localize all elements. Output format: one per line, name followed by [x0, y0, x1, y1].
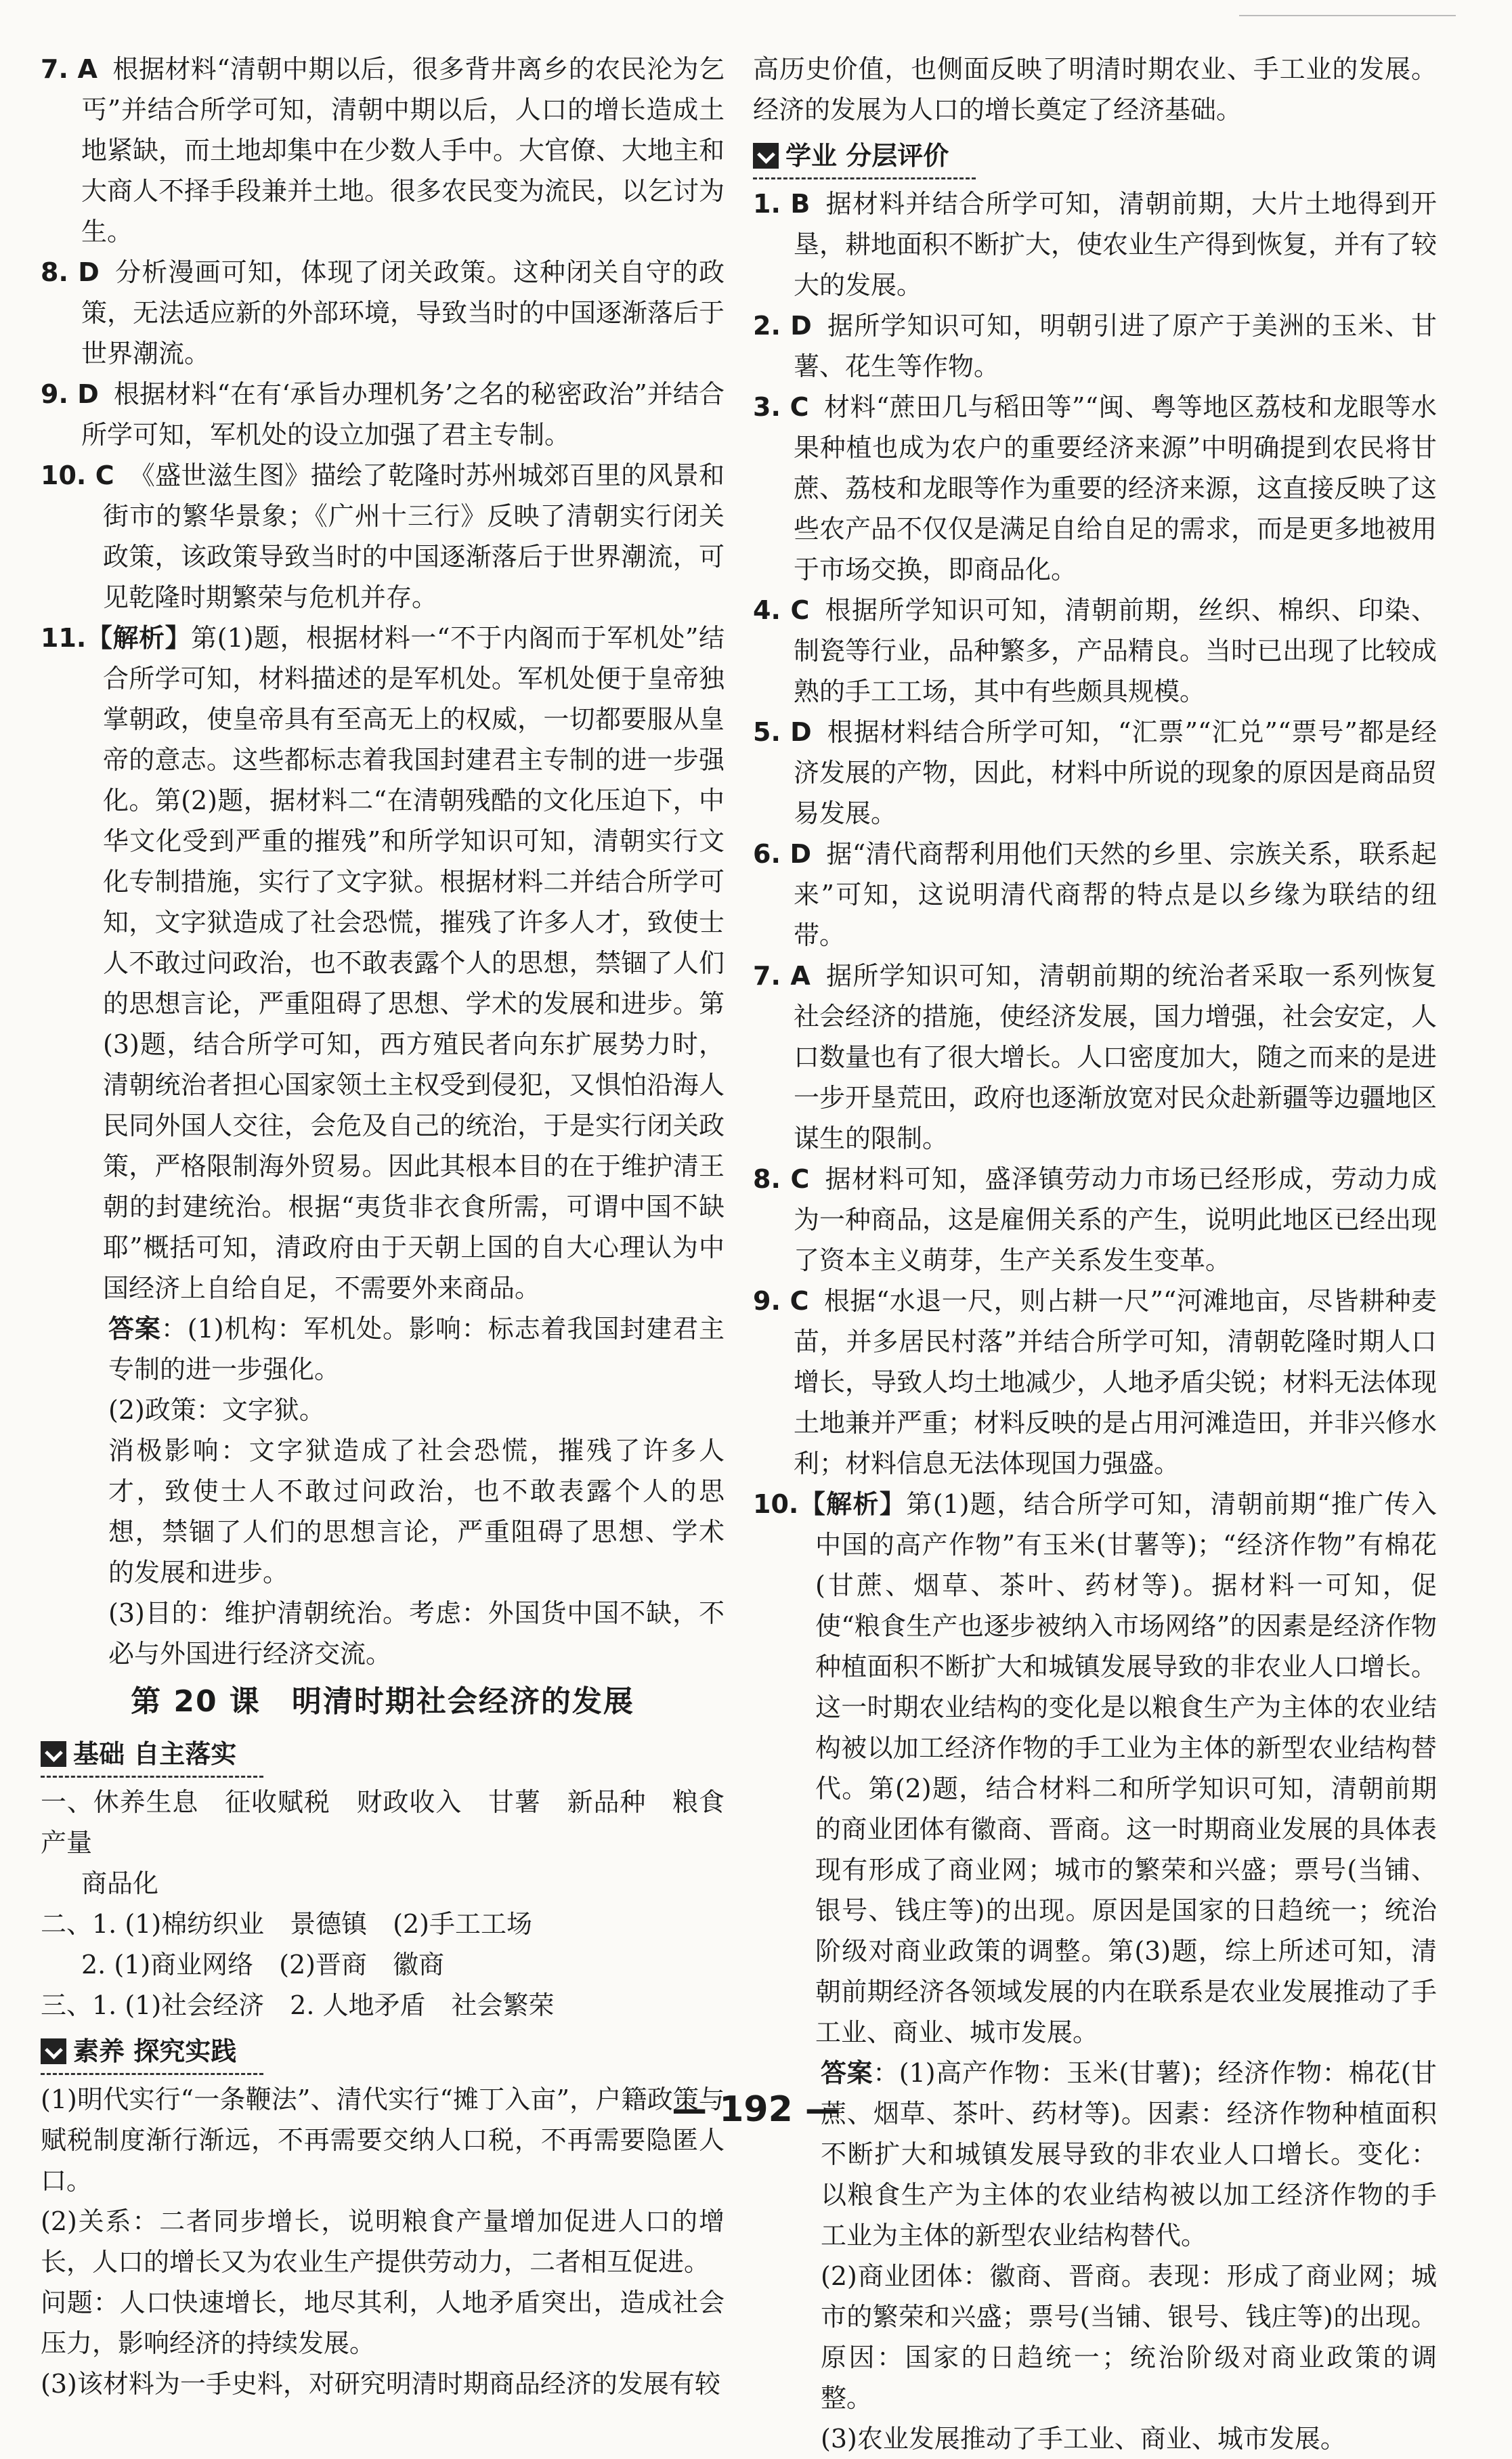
answer-text: (3)目的：维护清朝统治。考虑：外国货中国不缺，不必与外国进行经济交流。 [108, 1598, 725, 1669]
arrow-icon [41, 1741, 66, 1767]
arrow-icon [41, 2038, 66, 2064]
arrow-icon [753, 143, 779, 169]
answer-text: (3)农业发展推动了手工业、商业、城市发展。 [821, 2424, 1346, 2454]
fill-line: 商品化 [81, 1868, 159, 1898]
answer-text: 答案：(1)高产作物：玉米(甘薯)；经济作物：棉花(甘蔗、烟草、茶叶、药材等)。因素：经济作物种植面积不断扩大和城镇发展导致的非农业人口增长。变化：以粮食生产为主体的农业结构被以加工经济作物的手工业为主体的新型农业结构替代。 [821, 2057, 1437, 2250]
continued-text: 高历史价值，也侧面反映了明清时期农业、手工业的发展。经济的发展为人口的增长奠定了经济基础。 [753, 54, 1437, 125]
page-number: — 192 — [672, 2089, 840, 2130]
analysis-item: 10.【解析】第(1)题，结合所学可知，清朝前期“推广传入中国的高产作物”有玉米(甘薯等)；“经济作物”有棉花(甘蔗、烟草、茶叶、药材等)。据材料一可知，促使“粮食生产也逐步被纳入市场网络”的因素是经济作物种植面积不断扩大和城镇发展导致的非农业人口增长。这一时期农业结构的变化是以粮食生产为主体的农业结构被以加工经济作物的手工业为主体的新型农业结构替代。第(2)题，结合材料二和所学知识可知，清朝前期的商业团体有徽商、晋商。这一时期商业发展的具体表现有形成了商业网；城市的繁荣和兴盛；票号(当铺、银号、钱庄等)的出现。原因是国家的日趋统一；统治阶级对商业政策的调整。第(3)题，综上所述可知，清朝前期经济各领域发展的内在联系是农业发展推动了手工业、商业、城市发展。 [753, 1489, 1437, 2047]
header-rule [1239, 15, 1456, 20]
answer-item: 9. D 根据材料“在有‘承旨办理机务’之名的秘密政治”并结合所学可知，军机处的设立加强了君主专制。 [41, 379, 725, 450]
answer-item: 4. C 根据所学知识可知，清朝前期，丝织、棉织、印染、制瓷等行业，品种繁多，产品精良。当时已出现了比较成熟的手工工场，其中有些颇具规模。 [753, 595, 1438, 706]
fill-line: 二、1. (1)棉纺织业 景德镇 (2)手工工场 [41, 1909, 532, 1939]
left-column [41, 49, 725, 2404]
answer-item: 8. D 分析漫画可知，体现了闭关政策。这种闭关自守的政策，无法适应新的外部环境，导致当时的中国逐渐落后于世界潮流。 [41, 257, 725, 368]
section-header-xueye: 学业 分层评价 [753, 137, 976, 179]
answer-text: (2)政策：文字狱。 [108, 1395, 325, 1425]
practice-text: 问题：人口快速增长，地尽其利，人地矛盾突出，造成社会压力，影响经济的持续发展。 [41, 2288, 725, 2358]
practice-text: (1)明代实行“一条鞭法”、清代实行“摊丁入亩”，户籍政策与赋税制度渐行渐远，不再需要交纳人口税，不再需要隐匿人口。 [41, 2084, 725, 2196]
section-header-suyang: 素养 探究实践 [41, 2032, 263, 2075]
answer-item: 3. C 材料“蔗田几与稻田等”“闽、粤等地区荔枝和龙眼等水果种植也成为农户的重要经济来源”中明确提到农民将甘蔗、荔枝和龙眼等作为重要的经济来源，这直接反映了这些农产品不仅仅是满足自给自足的需求，而是更多地被用于市场交换，即商品化。 [753, 392, 1438, 584]
answer-item: 7. A 根据材料“清朝中期以后，很多背井离乡的农民沦为乞丐”并结合所学可知，清朝中期以后，人口的增长造成土地紧缺，而土地却集中在少数人手中。大官僚、大地主和大商人不择手段兼并土地。很多农民变为流民，以乞讨为生。 [41, 54, 725, 247]
fill-line: 一、休养生息 征收赋税 财政收入 甘薯 新品种 粮食产量 [41, 1787, 725, 1858]
fill-line: 三、1. (1)社会经济 2. 人地矛盾 社会繁荣 [41, 1990, 555, 2020]
answer-item: 7. A 据所学知识可知，清朝前期的统治者采取一系列恢复社会经济的措施，使经济发展，国力增强，社会安定，人口数量也有了很大增长。人口密度加大，随之而来的是进一步开垦荒田，政府也逐渐放宽对民众赴新疆等边疆地区谋生的限制。 [753, 961, 1438, 1153]
analysis-item: 11.【解析】第(1)题，根据材料一“不于内阁而于军机处”结合所学可知，材料描述的是军机处。军机处便于皇帝独掌朝政，使皇帝具有至高无上的权威，一切都要服从皇帝的意志。这些都标志着我国封建君主专制的进一步强化。第(2)题，据材料二“在清朝残酷的文化压迫下，中华文化受到严重的摧残”和所学知识可知，清朝实行文化专制措施，实行了文字狱。根据材料二并结合所学可知，文字狱造成了社会恐慌，摧残了许多人才，致使士人不敢过问政治，也不敢表露个人的思想，禁锢了人们的思想言论，严重阻碍了思想、学术的发展和进步。第(3)题，结合所学可知，西方殖民者向东扩展势力时，清朝统治者担心国家领土主权受到侵犯，又惧怕沿海人民同外国人交往，会危及自己的统治，于是实行闭关政策，严格限制海外贸易。因此其根本目的在于维护清王朝的封建统治。根据“夷货非衣食所需，可谓中国不缺耶”概括可知，清政府由于天朝上国的自大心理认为中国经济上自给自足，不需要外来商品。 [41, 622, 725, 1303]
answer-text: 消极影响：文字狱造成了社会恐慌，摧残了许多人才，致使士人不敢过问政治，也不敢表露个人的思想，禁锢了人们的思想言论，严重阻碍了思想、学术的发展和进步。 [108, 1436, 725, 1587]
answer-item: 9. C 根据“水退一尺，则占耕一尺”“河滩地亩，尽皆耕种麦苗，并多居民村落”并结合所学可知，清朝乾隆时期人口增长，导致人均土地减少，人地矛盾尖锐；材料无法体现土地兼并严重；材料反映的是占用河滩造田，并非兴修水利；材料信息无法体现国力强盛。 [753, 1286, 1438, 1478]
answer-text: (2)商业团体：徽商、晋商。表现：形成了商业网；城市的繁荣和兴盛；票号(当铺、银号、钱庄等)的出现。原因：国家的日趋统一；统治阶级对商业政策的调整。 [821, 2261, 1437, 2413]
answer-item: 6. D 据“清代商帮利用他们天然的乡里、宗族关系，联系起来”可知，这说明清代商帮的特点是以乡缘为联结的纽带。 [753, 839, 1437, 950]
practice-text: (3)该材料为一手史料，对研究明清时期商品经济的发展有较 [41, 2369, 720, 2399]
answer-item: 10. C 《盛世滋生图》描绘了乾隆时苏州城郊百里的风景和街市的繁华景象；《广州十三行》反映了清朝实行闭关政策，该政策导致当时的中国逐渐落后于世界潮流，可见乾隆时期繁荣与危机并存。 [41, 461, 725, 612]
lesson-title: 第 20 课 明清时期社会经济的发展 [131, 1684, 634, 1719]
answer-item: 5. D 根据材料结合所学可知，“汇票”“汇兑”“票号”都是经济发展的产物，因此，材料中所说的现象的原因是商品贸易发展。 [753, 717, 1438, 828]
fill-line: 2. (1)商业网络 (2)晋商 徽商 [81, 1950, 444, 1980]
answer-text: 答案：(1)机构：军机处。影响：标志着我国封建君主专制的进一步强化。 [108, 1313, 725, 1384]
answer-item: 1. B 据材料并结合所学可知，清朝前期，大片土地得到开垦，耕地面积不断扩大，使农业生产得到恢复，并有了较大的发展。 [753, 189, 1438, 300]
practice-text: (2)关系：二者同步增长，说明粮食产量增加促进人口的增长，人口的增长又为农业生产提供劳动力，二者相互促进。 [41, 2206, 725, 2277]
answer-item: 2. D 据所学知识可知，明朝引进了原产于美洲的玉米、甘薯、花生等作物。 [753, 311, 1437, 381]
section-header-jichu: 基础 自主落实 [41, 1735, 263, 1778]
answer-item: 8. C 据材料可知，盛泽镇劳动力市场已经形成，劳动力成为一种商品，这是雇佣关系的产生，说明此地区已经出现了资本主义萌芽，生产关系发生变革。 [753, 1164, 1438, 1275]
